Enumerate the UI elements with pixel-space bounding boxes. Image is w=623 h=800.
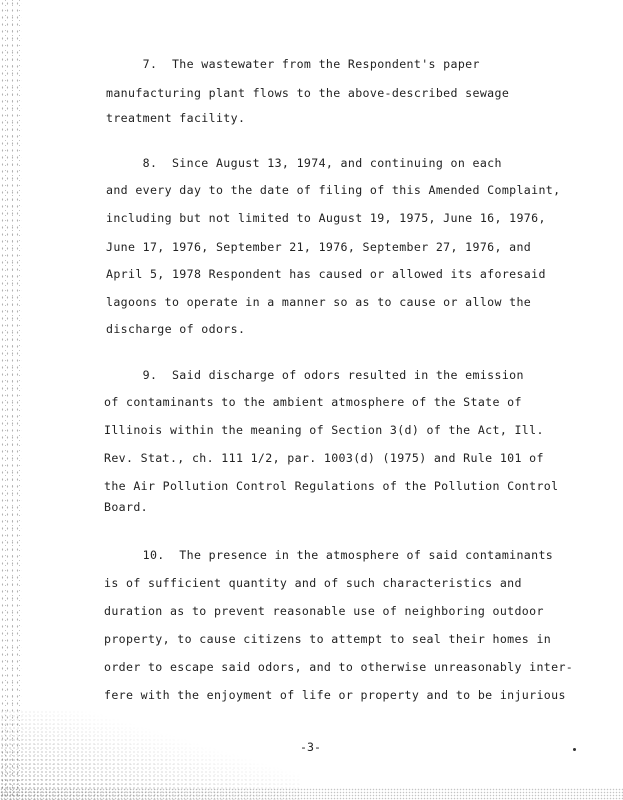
text-line: is of sufficient quantity and of such characteristics and <box>104 576 522 590</box>
text-line: 7. The wastewater from the Respondent's paper <box>106 57 480 71</box>
scan-speck <box>573 748 576 751</box>
page-number: -3- <box>300 740 321 754</box>
text-line: including but not limited to August 19, 1975, June 16, 1976, <box>106 211 546 225</box>
text-line: 8. Since August 13, 1974, and continuing on each <box>106 156 502 170</box>
text-line: 10. The presence in the atmosphere of said contaminants <box>106 548 554 562</box>
text-line: manufacturing plant flows to the above-described sewage <box>106 86 510 100</box>
text-line: Rev. Stat., ch. 111 1/2, par. 1003(d) (1975) and Rule 101 of <box>104 451 544 465</box>
scan-noise-bottom <box>0 788 623 800</box>
text-line: duration as to prevent reasonable use of neighboring outdoor <box>104 604 544 618</box>
text-line: property, to cause citizens to attempt to seal their homes in <box>104 632 552 646</box>
scan-noise-left <box>0 0 22 800</box>
scan-noise-bottom-left <box>0 710 300 800</box>
text-line: fere with the enjoyment of life or property and to be injurious <box>104 688 566 702</box>
text-line: and every day to the date of filing of this Amended Complaint, <box>106 183 561 197</box>
text-line: June 17, 1976, September 21, 1976, September 27, 1976, and <box>106 240 532 254</box>
text-line: Board. <box>104 500 148 514</box>
text-line: Illinois within the meaning of Section 3(d) of the Act, Ill. <box>104 423 544 437</box>
text-line: lagoons to operate in a manner so as to cause or allow the <box>106 295 532 309</box>
text-line: 9. Said discharge of odors resulted in the emission <box>106 368 524 382</box>
text-line: discharge of odors. <box>106 322 246 336</box>
text-line: order to escape said odors, and to otherwise unreasonably inter- <box>104 660 574 674</box>
text-line: treatment facility. <box>106 111 246 125</box>
text-line: April 5, 1978 Respondent has caused or allowed its aforesaid <box>106 267 546 281</box>
text-line: of contaminants to the ambient atmosphere of the State of <box>104 395 522 409</box>
text-line: the Air Pollution Control Regulations of the Pollution Control <box>104 479 559 493</box>
